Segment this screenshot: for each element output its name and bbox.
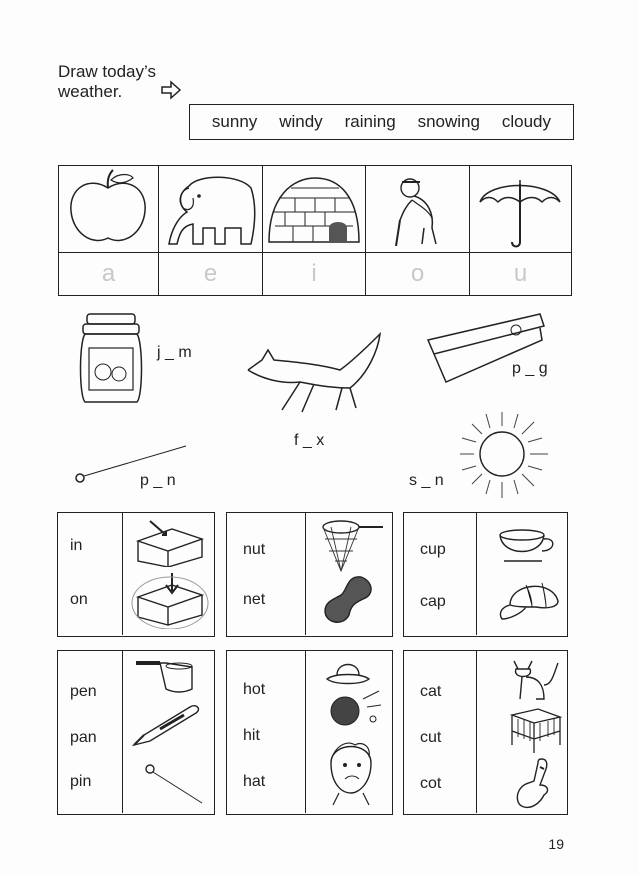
- word-net: net: [243, 591, 266, 608]
- arrow-right-icon: [160, 80, 182, 100]
- box-divider: [476, 651, 477, 813]
- word-cut: cut: [420, 729, 442, 746]
- cot-icon: [508, 705, 562, 755]
- vowel-letter-u: u: [470, 252, 571, 295]
- weather-word-box: [189, 104, 574, 140]
- vowel-grid: [58, 165, 572, 296]
- cut-finger-icon: [512, 755, 560, 811]
- weather-word: windy: [279, 112, 323, 131]
- hot-face-icon: [319, 735, 381, 807]
- pan-icon: [132, 657, 202, 693]
- match-box-pen-pan-pin: [57, 650, 215, 815]
- cvc-jam: j _ m: [157, 344, 192, 361]
- box-divider: [122, 513, 123, 635]
- match-box-cup-cap: [403, 512, 568, 637]
- vowel-letter-a: a: [59, 252, 159, 295]
- jam-jar-icon: [75, 312, 147, 408]
- word-pen: pen: [70, 683, 97, 700]
- umbrella-picture: [470, 166, 571, 252]
- match-box-cat-cut-cot: [403, 650, 568, 815]
- page-number: 19: [548, 836, 564, 852]
- word-cap: cap: [420, 593, 446, 610]
- box-divider: [305, 651, 306, 813]
- weather-word: cloudy: [501, 112, 552, 131]
- fox-icon: [244, 330, 384, 420]
- match-box-hot-hit-hat: [226, 650, 393, 815]
- hat-icon: [325, 655, 371, 687]
- instruction-line-1: Draw today’s: [58, 62, 156, 81]
- sun-icon: [456, 408, 552, 504]
- cat-icon: [508, 655, 562, 703]
- word-on: on: [70, 591, 88, 608]
- vowel-letter-o: o: [366, 252, 470, 295]
- box-divider: [476, 513, 477, 635]
- cup-icon: [496, 527, 560, 567]
- word-hot: hot: [243, 681, 266, 698]
- cap-icon: [496, 577, 562, 623]
- word-in: in: [70, 537, 83, 554]
- vowel-letter-e: e: [159, 252, 263, 295]
- word-pin: pin: [70, 773, 92, 790]
- pen-icon: [130, 701, 206, 749]
- box-on-icon: [130, 571, 210, 629]
- cvc-sun: s _ n: [409, 472, 444, 489]
- word-cat: cat: [420, 683, 442, 700]
- igloo-picture: [263, 166, 366, 252]
- word-cot: cot: [420, 775, 442, 792]
- box-in-icon: [132, 517, 206, 567]
- vowel-letter-i: i: [263, 252, 366, 295]
- match-box-in-on: [57, 512, 215, 637]
- pin-small-icon: [142, 761, 206, 807]
- weather-word: snowing: [417, 112, 480, 131]
- word-hit: hit: [243, 727, 260, 744]
- box-divider: [122, 651, 123, 813]
- weather-word: raining: [344, 112, 396, 131]
- weather-word: sunny: [211, 112, 258, 131]
- cvc-pin: p _ n: [140, 472, 176, 489]
- word-cup: cup: [420, 541, 446, 558]
- apple-picture: [59, 166, 159, 252]
- box-divider: [305, 513, 306, 635]
- cvc-peg: p _ g: [512, 360, 548, 377]
- word-hat: hat: [243, 773, 266, 790]
- word-pan: pan: [70, 729, 97, 746]
- net-icon: [319, 517, 385, 573]
- instruction-line-2: weather.: [58, 82, 123, 101]
- cvc-fox: f _ x: [294, 432, 325, 449]
- instruction-text: [58, 62, 156, 102]
- match-box-nut-net: [226, 512, 393, 637]
- word-nut: nut: [243, 541, 266, 558]
- ball-icon: [327, 689, 383, 735]
- elephant-picture: [159, 166, 263, 252]
- peanut-icon: [321, 573, 375, 627]
- old-man-picture: [366, 166, 470, 252]
